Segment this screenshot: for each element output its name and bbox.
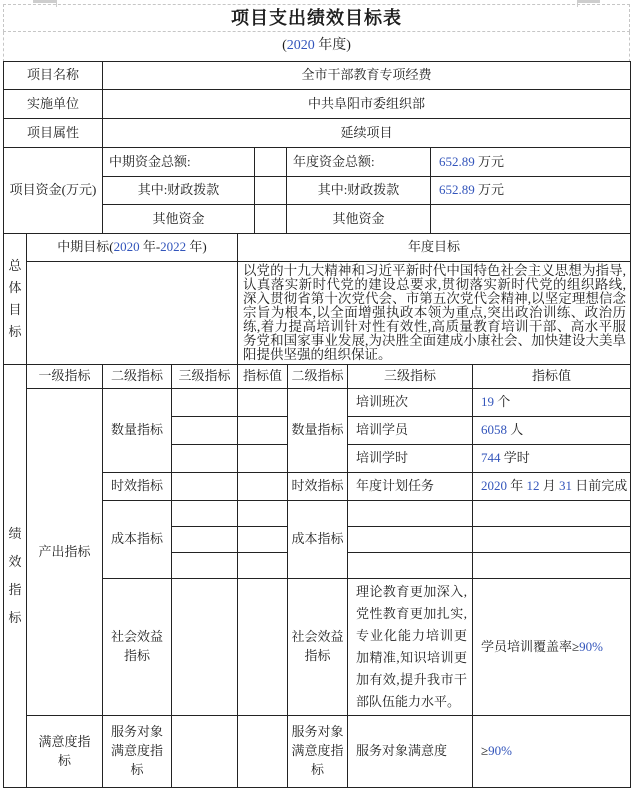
- project-name-label: 项目名称: [4, 62, 103, 90]
- year-other-label: 其他资金: [287, 205, 431, 234]
- empty-cell: [172, 527, 238, 553]
- quantity-row-value: 744 学时: [473, 445, 631, 473]
- empty-cell: [238, 527, 288, 553]
- social-benefit-description: 理论教育更加深入,党性教育更加扎实,专业化能力培训更加精准,知识培训更加有效,提升我市干部队伍能力水平。: [348, 579, 473, 716]
- social-benefit-indicator-left: 社会效益指标: [103, 579, 172, 716]
- overall-goal-side-label: 总体目标: [4, 234, 27, 365]
- empty-cell: [172, 501, 238, 527]
- page-title: 项目支出绩效目标表: [4, 5, 630, 32]
- empty-cell: [238, 579, 288, 716]
- empty-cell: [238, 716, 288, 788]
- performance-target-table: [3, 4, 630, 788]
- empty-cell: [473, 527, 631, 553]
- time-indicator-right: 时效指标: [288, 473, 348, 501]
- table-handle-mark: [33, 0, 57, 3]
- overall-goal-section: [3, 233, 631, 365]
- implementing-unit-label: 实施单位: [4, 90, 103, 119]
- performance-indicator-section: [3, 364, 631, 788]
- mid-goal-header: 中期目标(2020 年-2022 年): [27, 234, 238, 262]
- mid-other-value: [255, 205, 287, 234]
- social-benefit-indicator-right: 社会效益指标: [288, 579, 348, 716]
- output-indicator-label: 产出指标: [27, 389, 103, 716]
- year-goal-header: 年度目标: [238, 234, 631, 262]
- empty-cell: [238, 473, 288, 501]
- empty-cell: [348, 527, 473, 553]
- quantity-row-value: 6058 人: [473, 417, 631, 445]
- implementing-unit-value: 中共阜阳市委组织部: [103, 90, 631, 119]
- empty-cell: [172, 579, 238, 716]
- empty-cell: [172, 473, 238, 501]
- year-total-label: 年度资金总额:: [287, 148, 431, 177]
- satisfaction-indicator-label: 满意度指标: [27, 716, 103, 788]
- year-total-value: 652.89 万元: [431, 148, 631, 177]
- empty-cell: [238, 501, 288, 527]
- header-level3-right: 三级指标: [348, 365, 473, 389]
- performance-side-label: 绩效指标: [4, 365, 27, 788]
- funding-label: 项目资金(万元): [4, 148, 103, 234]
- year-goal-content: 以党的十九大精神和习近平新时代中国特色社会主义思想为指导,认真落实新时代党的建设总要求,贯彻落实新时代党的组织路线,深入贯彻省第十次党代会、市第五次党代会精神,以坚定理想信念宗旨为根本,以全面增强执政本领为重点,突出政治训练、政治历练,着力提高培训针对性有效性,高质量教育培训干部、高水平服务党和国家事业发展,为决胜全面建成小康社会、加快建设大美阜阳提供坚强的组织保证。: [238, 262, 631, 365]
- quantity-row-name: 培训学时: [348, 445, 473, 473]
- quantity-row-value: 19 个: [473, 389, 631, 417]
- table-handle-mark: [577, 0, 600, 3]
- empty-cell: [172, 445, 238, 473]
- cost-indicator-right: 成本指标: [288, 501, 348, 579]
- quantity-row-name: 培训学员: [348, 417, 473, 445]
- year-other-value: [431, 205, 631, 234]
- page-subtitle: (2020 年度): [4, 32, 630, 62]
- mid-fiscal-value: [255, 177, 287, 205]
- empty-cell: [238, 417, 288, 445]
- service-satisfaction-right: 服务对象满意度指标: [288, 716, 348, 788]
- empty-cell: [473, 501, 631, 527]
- time-indicator-left: 时效指标: [103, 473, 172, 501]
- empty-cell: [172, 716, 238, 788]
- quantity-indicator-right: 数量指标: [288, 389, 348, 473]
- empty-cell: [172, 389, 238, 417]
- mid-other-label: 其他资金: [103, 205, 255, 234]
- header-value-right: 指标值: [473, 365, 631, 389]
- header-level2-right: 二级指标: [288, 365, 348, 389]
- empty-cell: [172, 417, 238, 445]
- funding-section: [3, 147, 631, 234]
- quantity-indicator-left: 数量指标: [103, 389, 172, 473]
- empty-cell: [172, 553, 238, 579]
- empty-cell: [348, 501, 473, 527]
- project-attribute-value: 延续项目: [103, 119, 631, 148]
- year-fiscal-value: 652.89 万元: [431, 177, 631, 205]
- satisfaction-row-name: 服务对象满意度: [348, 716, 473, 788]
- satisfaction-row-value: ≥90%: [473, 716, 631, 788]
- empty-cell: [238, 445, 288, 473]
- mid-fiscal-label: 其中:财政拨款: [103, 177, 255, 205]
- time-row-value: 2020 年 12 月 31 日前完成: [473, 473, 631, 501]
- mid-total-label: 中期资金总额:: [103, 148, 255, 177]
- project-attribute-label: 项目属性: [4, 119, 103, 148]
- title-section: [3, 4, 630, 62]
- empty-cell: [238, 389, 288, 417]
- project-name-value: 全市干部教育专项经费: [103, 62, 631, 90]
- header-value-left: 指标值: [238, 365, 288, 389]
- quantity-row-name: 培训班次: [348, 389, 473, 417]
- mid-goal-content: [27, 262, 238, 365]
- header-level2-left: 二级指标: [103, 365, 172, 389]
- social-benefit-value: 学员培训覆盖率≥90%: [473, 579, 631, 716]
- empty-cell: [473, 553, 631, 579]
- year-fiscal-label: 其中:财政拨款: [287, 177, 431, 205]
- header-level3-left: 三级指标: [172, 365, 238, 389]
- mid-total-value: [255, 148, 287, 177]
- time-row-name: 年度计划任务: [348, 473, 473, 501]
- header-level1: 一级指标: [27, 365, 103, 389]
- empty-cell: [238, 553, 288, 579]
- service-satisfaction-left: 服务对象满意度指标: [103, 716, 172, 788]
- cost-indicator-left: 成本指标: [103, 501, 172, 579]
- empty-cell: [348, 553, 473, 579]
- info-section: [3, 61, 631, 148]
